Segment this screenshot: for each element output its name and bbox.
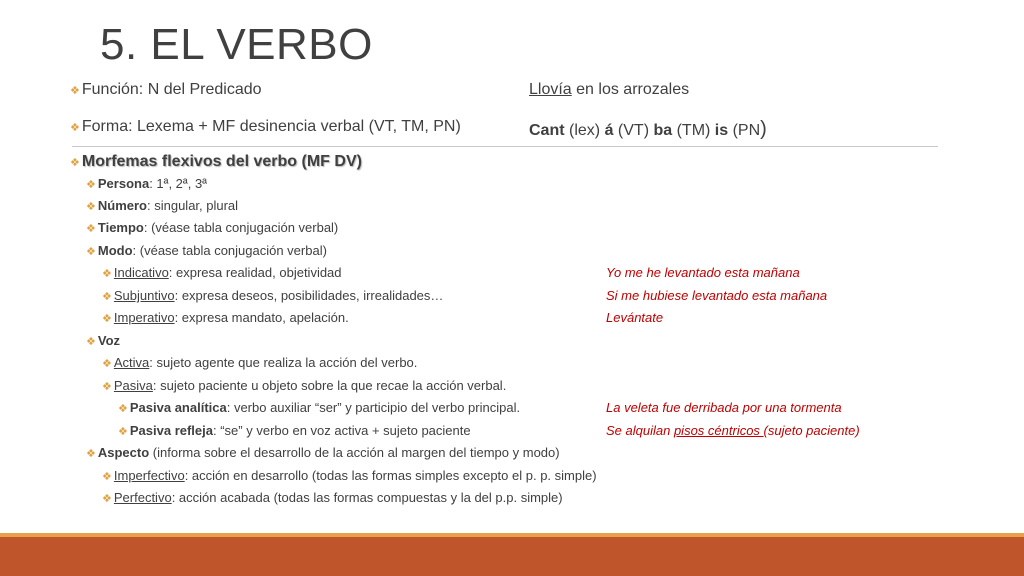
voz-item <box>86 334 120 348</box>
slide-title: 5. EL VERBO <box>100 20 373 69</box>
pasiva-refleja-item <box>118 424 471 438</box>
diamond-bullet-icon: ❖ <box>86 201 96 213</box>
forma-ex-vt: á <box>604 122 614 139</box>
separator-line <box>72 146 938 147</box>
pasiva-text: : sujeto paciente u objeto sobre la que recae la acción verbal. <box>152 378 507 393</box>
numero-label: Número <box>97 198 147 213</box>
pasiva-analitica-example: La veleta fue derribada por una tormenta <box>606 400 842 415</box>
diamond-bullet-icon: ❖ <box>86 223 96 235</box>
morfemas-heading <box>70 154 362 170</box>
imperativo-item <box>102 311 349 325</box>
diamond-bullet-icon: ❖ <box>118 426 128 438</box>
subjuntivo-text: : expresa deseos, posibilidades, irrealidades… <box>174 288 444 303</box>
diamond-bullet-icon: ❖ <box>102 291 112 303</box>
activa-item <box>102 356 417 370</box>
diamond-bullet-icon: ❖ <box>70 122 80 134</box>
indicativo-label: Indicativo <box>113 265 169 280</box>
perfectivo-text: : acción acabada (todas las formas compuestas y la del p.p. simple) <box>171 490 563 505</box>
imperfectivo-label: Imperfectivo <box>113 468 185 483</box>
pasiva-refleja-example-u: pisos céntricos <box>673 423 764 438</box>
funcion-text: Función: N del Predicado <box>81 81 262 98</box>
pasiva-refleja-example-b: (sujeto paciente) <box>763 423 860 438</box>
forma-ex-lex-label: (lex) <box>564 122 605 139</box>
activa-text: : sujeto agente que realiza la acción del verbo. <box>149 355 418 370</box>
diamond-bullet-icon: ❖ <box>118 403 128 415</box>
funcion-item <box>70 82 262 98</box>
pasiva-analitica-label: Pasiva analítica <box>129 400 227 415</box>
persona-item <box>86 177 207 191</box>
aspecto-text: (informa sobre el desarrollo de la acción al margen del tiempo y modo) <box>149 445 560 460</box>
forma-ex-vt-label: (VT) <box>613 122 654 139</box>
diamond-bullet-icon: ❖ <box>102 381 112 393</box>
diamond-bullet-icon: ❖ <box>102 313 112 325</box>
indicativo-item <box>102 266 342 280</box>
forma-ex-pn: is <box>714 122 729 139</box>
funcion-example-rest: en los arrozales <box>571 81 690 98</box>
forma-ex-lexema: Cant <box>529 122 565 139</box>
forma-ex-pn-label: (PN <box>728 122 761 139</box>
imperativo-text: : expresa mandato, apelación. <box>174 310 349 325</box>
funcion-example <box>529 82 689 98</box>
modo-item <box>86 244 327 258</box>
imperfectivo-text: : acción en desarrollo (todas las formas simples excepto el p. p. simple) <box>184 468 597 483</box>
funcion-example-verb: Llovía <box>529 81 572 98</box>
pasiva-label: Pasiva <box>113 378 153 393</box>
imperfectivo-item <box>102 469 597 483</box>
tiempo-item <box>86 221 338 235</box>
perfectivo-item <box>102 491 563 505</box>
voz-label: Voz <box>97 333 121 348</box>
perfectivo-label: Perfectivo <box>113 490 172 505</box>
persona-label: Persona <box>97 176 150 191</box>
pasiva-analitica-item <box>118 401 520 415</box>
pasiva-analitica-text: : verbo auxiliar “ser” y participio del verbo principal. <box>226 400 521 415</box>
forma-ex-close: ) <box>760 118 767 140</box>
pasiva-item <box>102 379 506 393</box>
diamond-bullet-icon: ❖ <box>102 493 112 505</box>
diamond-bullet-icon: ❖ <box>86 179 96 191</box>
pasiva-refleja-example-a: Se alquilan <box>606 423 674 438</box>
modo-text: : (véase tabla conjugación verbal) <box>132 243 327 258</box>
pasiva-refleja-text: : “se” y verbo en voz activa + sujeto paciente <box>213 423 471 438</box>
indicativo-example: Yo me he levantado esta mañana <box>606 265 800 280</box>
diamond-bullet-icon: ❖ <box>102 358 112 370</box>
morfemas-heading-text: Morfemas flexivos del verbo (MF DV) <box>81 153 362 170</box>
pasiva-refleja-example <box>606 424 860 437</box>
indicativo-text: : expresa realidad, objetividad <box>168 265 342 280</box>
forma-item <box>70 119 461 135</box>
forma-ex-tm-label: (TM) <box>672 122 715 139</box>
diamond-bullet-icon: ❖ <box>102 268 112 280</box>
diamond-bullet-icon: ❖ <box>86 336 96 348</box>
diamond-bullet-icon: ❖ <box>102 471 112 483</box>
modo-label: Modo <box>97 243 133 258</box>
forma-text: Forma: Lexema + MF desinencia verbal (VT, TM, PN) <box>81 118 461 135</box>
numero-text: : singular, plural <box>147 198 239 213</box>
pasiva-refleja-label: Pasiva refleja <box>129 423 213 438</box>
activa-label: Activa <box>113 355 150 370</box>
diamond-bullet-icon: ❖ <box>86 448 96 460</box>
forma-example <box>529 119 767 139</box>
imperativo-label: Imperativo <box>113 310 175 325</box>
subjuntivo-item <box>102 289 443 303</box>
subjuntivo-label: Subjuntivo <box>113 288 175 303</box>
imperativo-example: Levántate <box>606 310 664 325</box>
forma-ex-tm: ba <box>653 122 673 139</box>
tiempo-text: : (véase tabla conjugación verbal) <box>143 220 339 235</box>
diamond-bullet-icon: ❖ <box>86 246 96 258</box>
numero-item <box>86 199 238 213</box>
diamond-bullet-icon: ❖ <box>70 157 80 169</box>
aspecto-item <box>86 446 560 460</box>
subjuntivo-example: Si me hubiese levantado esta mañana <box>606 288 828 303</box>
aspecto-label: Aspecto <box>97 445 150 460</box>
persona-text: : 1ª, 2ª, 3ª <box>149 176 207 191</box>
tiempo-label: Tiempo <box>97 220 144 235</box>
diamond-bullet-icon: ❖ <box>70 85 80 97</box>
footer-bar <box>0 537 1024 576</box>
